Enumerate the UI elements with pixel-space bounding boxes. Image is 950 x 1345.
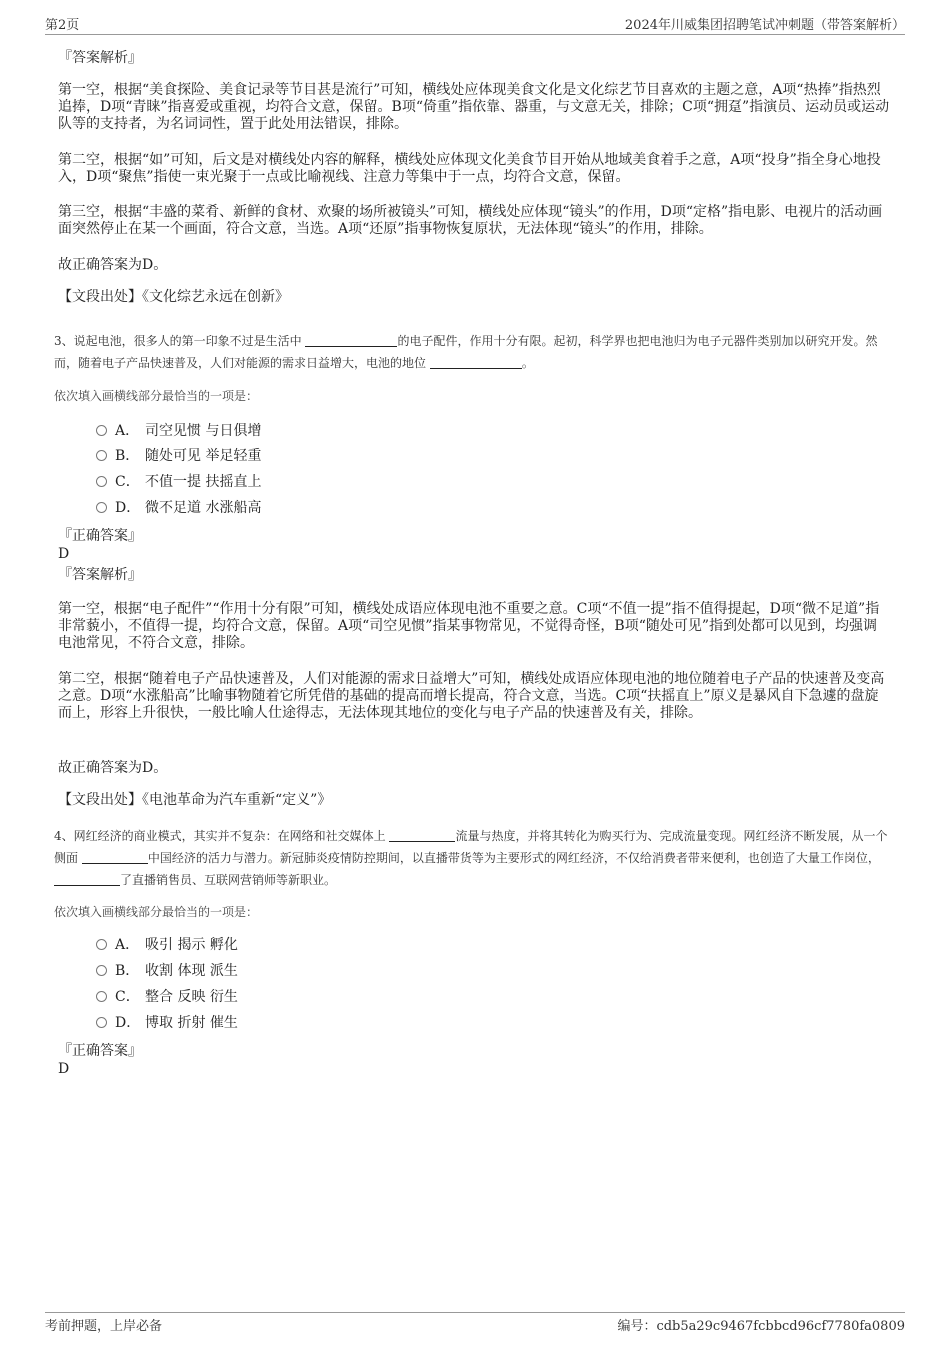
option-d[interactable]: D． 微不足道 水涨船高 xyxy=(96,498,261,518)
analysis-paragraph-2: 第二空，根据“随着电子产品快速普及，人们对能源的需求日益增大”可知，横线处成语应体现电池的地位随着电子产品的快速普及变高之意。D项“水涨船高”比喻事物随着它所凭借的基础的提高而增长提高，符合文意，当选。C项“扶摇直上”原义是暴风自下急遽的盘旋而上，形容上升很快，一般比喻人仕途得志，无法体现其地位的变化与电子产品的快速普及有关，排除。 xyxy=(58,671,885,721)
analysis-conclusion: 故正确答案为D。 xyxy=(58,760,168,776)
page-footer xyxy=(45,1312,905,1337)
question-3-prompt: 依次填入画横线部分最恰当的一项是： xyxy=(54,389,259,403)
source-citation: 【文段出处】《电池革命为汽车重新“定义”》 xyxy=(58,792,332,808)
option-a[interactable]: A． 吸引 揭示 孵化 xyxy=(96,935,238,955)
analysis-paragraph-1: 第一空，根据“电子配件”“作用十分有限”可知，横线处成语应体现电池不重要之意。C项“不值一提”指不值得提起，D项“微不足道”指非常藐小，不值得一提，均符合文意，保留。A项“司空见惯”指某事物常见，不觉得奇怪，B项“随处可见”指到处都可以见到，均强调电池常见，不符合文意，排除。 xyxy=(58,601,880,651)
radio-icon[interactable] xyxy=(96,502,107,513)
option-c[interactable]: C． 整合 反映 衍生 xyxy=(96,987,238,1007)
blank-3 xyxy=(54,873,120,886)
option-a[interactable]: A． 司空见惯 与日俱增 xyxy=(96,421,261,441)
option-b[interactable]: B． 随处可见 举足轻重 xyxy=(96,446,261,466)
analysis-conclusion: 故正确答案为D。 xyxy=(58,257,168,273)
option-d[interactable]: D． 博取 折射 催生 xyxy=(96,1013,238,1033)
radio-icon[interactable] xyxy=(96,991,107,1002)
radio-icon[interactable] xyxy=(96,965,107,976)
blank-2 xyxy=(82,851,148,864)
radio-icon[interactable] xyxy=(96,425,107,436)
option-b[interactable]: B． 收割 体现 派生 xyxy=(96,961,238,981)
correct-answer: D xyxy=(58,1061,70,1077)
question-3-text: 3、说起电池，很多人的第一印象不过是生活中 的电子配件，作用十分有限。起初，科学界也把电池归为电子元器件类别加以研究开发。然而，随着电子产品快速普及，人们对能源的需求日益增大，电池的地位 。 xyxy=(54,334,878,370)
source-citation: 【文段出处】《文化综艺永远在创新》 xyxy=(58,289,289,305)
blank-2 xyxy=(430,356,522,369)
page-number: 第2页 xyxy=(45,18,80,33)
radio-icon[interactable] xyxy=(96,939,107,950)
radio-icon[interactable] xyxy=(96,450,107,461)
option-c[interactable]: C． 不值一提 扶摇直上 xyxy=(96,472,261,492)
analysis-paragraph-2: 第二空，根据“如”可知，后文是对横线处内容的解释，横线处应体现文化美食节目开始从地域美食着手之意，A项“投身”指全身心地投入，D项“聚焦”指使一束光聚于一点或比喻视线、注意力等集中于一点，均符合文意，保留。 xyxy=(58,152,881,185)
analysis-heading: 『答案解析』 xyxy=(58,50,142,66)
question-4-text: 4、网红经济的商业模式，其实并不复杂：在网络和社交媒体上 流量与热度，并将其转化为购买行为、完成流量变现。网红经济不断发展，从一个侧面 中国经济的活力与潜力。新冠肺炎疫情防控期间，以直播带货等为主要形式的网红经济，不仅给消费者带来便利，也创造了大量工作岗位， 了直播销售员、互联网营销师等新职业。 xyxy=(54,829,888,887)
analysis-paragraph-3: 第三空，根据“丰盛的菜肴、新鲜的食材、欢聚的场所被镜头”可知，横线处应体现“镜头”的作用，D项“定格”指电影、电视片的活动画面突然停止在某一个画面，符合文意，当选。A项“还原”指事物恢复原状，无法体现“镜头”的作用，排除。 xyxy=(58,204,883,237)
correct-answer: D xyxy=(58,546,70,562)
footer-slogan: 考前押题，上岸必备 xyxy=(45,1319,163,1334)
document-id: 编号：cdb5a29c9467fcbbcd96cf7780fa0809 xyxy=(617,1319,905,1334)
page-header xyxy=(45,14,905,35)
correct-answer-label: 『正确答案』 xyxy=(58,528,142,544)
analysis-paragraph-1: 第一空，根据“美食探险、美食记录等节目甚是流行”可知，横线处应体现美食文化是文化综艺节目喜欢的主题之意，A项“热捧”指热烈追捧，D项“青睐”指喜爱或重视，均符合文意，保留。B项“倚重”指依靠、器重，与文意无关，排除；C项“拥趸”指演员、运动员或运动队等的支持者，为名词词性，置于此处用法错误，排除。 xyxy=(58,82,890,132)
radio-icon[interactable] xyxy=(96,1017,107,1028)
analysis-heading: 『答案解析』 xyxy=(58,567,142,583)
blank-1 xyxy=(389,829,455,842)
blank-1 xyxy=(305,334,397,347)
radio-icon[interactable] xyxy=(96,476,107,487)
correct-answer-label: 『正确答案』 xyxy=(58,1043,142,1059)
document-title: 2024年川威集团招聘笔试冲刺题（带答案解析） xyxy=(624,18,905,33)
question-4-prompt: 依次填入画横线部分最恰当的一项是： xyxy=(54,905,259,919)
